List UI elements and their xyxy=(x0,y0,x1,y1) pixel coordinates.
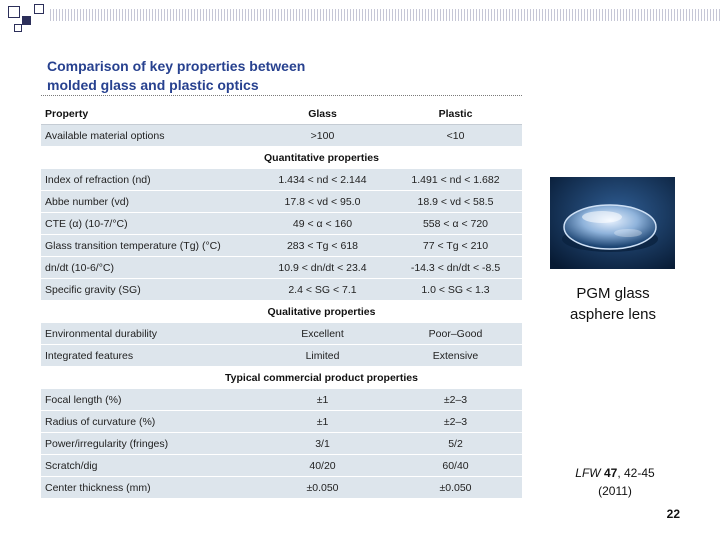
table-header-row xyxy=(41,103,522,125)
decorative-stripe xyxy=(50,9,720,21)
reference-citation xyxy=(560,464,670,500)
property-cell: Specific gravity (SG) xyxy=(41,279,256,301)
glass-cell: 17.8 < vd < 95.0 xyxy=(256,191,389,213)
table-row xyxy=(41,411,522,433)
property-cell: Abbe number (vd) xyxy=(41,191,256,213)
glass-cell: 10.9 < dn/dt < 23.4 xyxy=(256,257,389,279)
reference-year: (2011) xyxy=(598,484,632,498)
property-cell: Environmental durability xyxy=(41,323,256,345)
table-row xyxy=(41,169,522,191)
column-header: Glass xyxy=(256,103,389,125)
glass-cell: ±0.050 xyxy=(256,477,389,499)
plastic-cell: 1.491 < nd < 1.682 xyxy=(389,169,522,191)
section-label: Qualitative properties xyxy=(41,301,522,323)
plastic-cell: <10 xyxy=(389,125,522,147)
plastic-cell: 18.9 < vd < 58.5 xyxy=(389,191,522,213)
glass-cell: 283 < Tg < 618 xyxy=(256,235,389,257)
plastic-cell: 60/40 xyxy=(389,455,522,477)
property-cell: Glass transition temperature (Tg) (°C) xyxy=(41,235,256,257)
table-row xyxy=(41,477,522,499)
plastic-cell: 558 < α < 720 xyxy=(389,213,522,235)
plastic-cell: 1.0 < SG < 1.3 xyxy=(389,279,522,301)
reference-pages: , 42-45 xyxy=(617,466,655,480)
glass-cell: 1.434 < nd < 2.144 xyxy=(256,169,389,191)
table-row xyxy=(41,455,522,477)
title-divider xyxy=(41,95,522,96)
section-label: Typical commercial product properties xyxy=(41,367,522,389)
plastic-cell: ±0.050 xyxy=(389,477,522,499)
table-row xyxy=(41,389,522,411)
property-cell: CTE (α) (10-7/°C) xyxy=(41,213,256,235)
plastic-cell: ±2–3 xyxy=(389,389,522,411)
table-row xyxy=(41,213,522,235)
property-cell: Focal length (%) xyxy=(41,389,256,411)
page-number: 22 xyxy=(666,507,680,521)
glass-cell: Limited xyxy=(256,345,389,367)
corner-decoration xyxy=(0,0,720,40)
reference-volume: 47 xyxy=(603,466,618,480)
property-cell: Power/irregularity (fringes) xyxy=(41,433,256,455)
decorative-square xyxy=(34,4,44,14)
table-row xyxy=(41,257,522,279)
property-cell: Index of refraction (nd) xyxy=(41,169,256,191)
column-header: Property xyxy=(41,103,256,125)
glass-cell: ±1 xyxy=(256,411,389,433)
plastic-cell: ±2–3 xyxy=(389,411,522,433)
table-row xyxy=(41,323,522,345)
column-header: Plastic xyxy=(389,103,522,125)
decorative-square xyxy=(22,16,31,25)
comparison-table-figure xyxy=(41,55,522,500)
property-cell: Center thickness (mm) xyxy=(41,477,256,499)
table-row xyxy=(41,279,522,301)
property-cell: Scratch/dig xyxy=(41,455,256,477)
glass-cell: >100 xyxy=(256,125,389,147)
decorative-square xyxy=(14,24,22,32)
table-row xyxy=(41,235,522,257)
table-row xyxy=(41,191,522,213)
section-label: Quantitative properties xyxy=(41,147,522,169)
table-row xyxy=(41,125,522,147)
table-title xyxy=(47,57,305,95)
property-cell: dn/dt (10-6/°C) xyxy=(41,257,256,279)
decorative-square xyxy=(8,6,20,18)
lens-caption xyxy=(543,283,683,325)
caption-line: PGM glass xyxy=(576,285,650,302)
plastic-cell: 5/2 xyxy=(389,433,522,455)
table-row xyxy=(41,345,522,367)
property-cell: Integrated features xyxy=(41,345,256,367)
glass-cell: 2.4 < SG < 7.1 xyxy=(256,279,389,301)
plastic-cell: 77 < Tg < 210 xyxy=(389,235,522,257)
table-row xyxy=(41,433,522,455)
table-title-line: Comparison of key properties between xyxy=(47,58,306,74)
glass-asphere-lens-image xyxy=(550,177,675,269)
glass-cell: Excellent xyxy=(256,323,389,345)
glass-cell: 40/20 xyxy=(256,455,389,477)
table-section-row xyxy=(41,147,522,169)
properties-table xyxy=(41,103,522,499)
property-cell: Radius of curvature (%) xyxy=(41,411,256,433)
table-section-row xyxy=(41,301,522,323)
plastic-cell: -14.3 < dn/dt < -8.5 xyxy=(389,257,522,279)
caption-line: asphere lens xyxy=(570,306,656,323)
plastic-cell: Poor–Good xyxy=(389,323,522,345)
glass-cell: 49 < α < 160 xyxy=(256,213,389,235)
glass-cell: ±1 xyxy=(256,389,389,411)
glass-cell: 3/1 xyxy=(256,433,389,455)
table-title-line: molded glass and plastic optics xyxy=(47,77,259,93)
table-section-row xyxy=(41,367,522,389)
property-cell: Available material options xyxy=(41,125,256,147)
reference-journal: LFW xyxy=(575,466,601,480)
plastic-cell: Extensive xyxy=(389,345,522,367)
